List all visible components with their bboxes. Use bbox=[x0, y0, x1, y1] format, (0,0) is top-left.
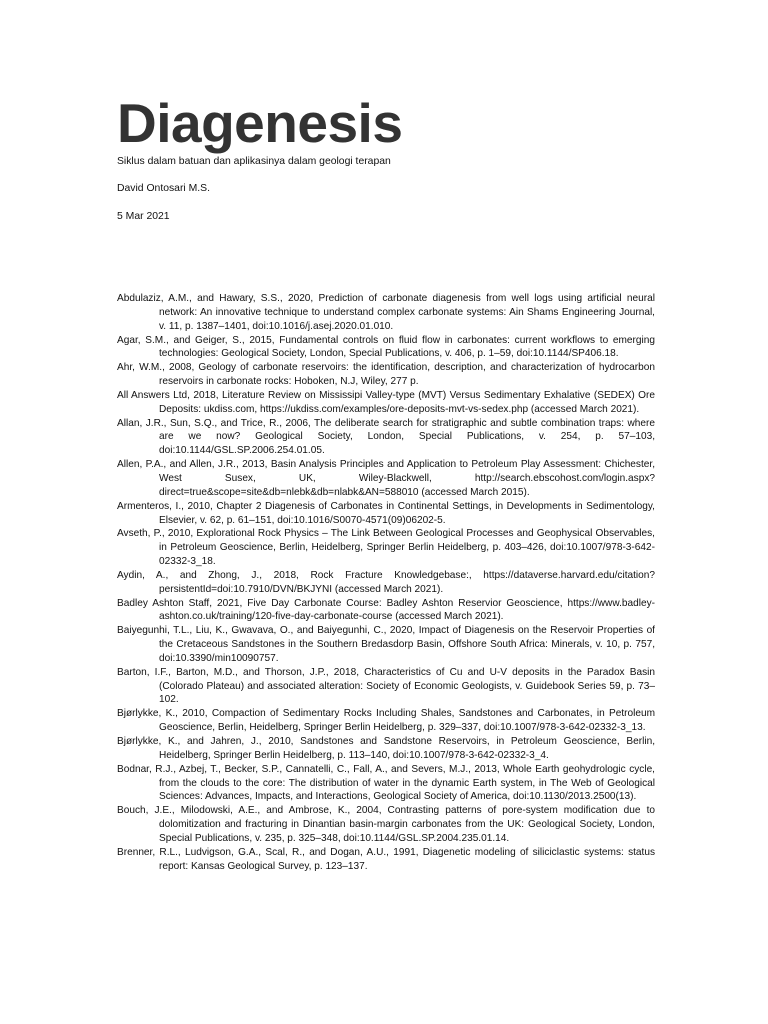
reference-item: Allen, P.A., and Allen, J.R., 2013, Basin Analysis Principles and Application to Petroleum Play Assessment: Chichester, West Susex, UK, Wiley-Blackwell, http://search.ebscohost.com/login.aspx?direct=true&scope=site&db=nlebk&db=nlabk&AN=588010 (accessed March 2015). bbox=[117, 459, 655, 498]
reference-item: Agar, S.M., and Geiger, S., 2015, Fundamental controls on fluid flow in carbonates: current workflows to emerging technologies: Geological Society, London, Special Publications, v. 406, p. 1–59, doi:10.1144/SP406.18. bbox=[117, 334, 655, 360]
reference-item: Bjørlykke, K., and Jahren, J., 2010, Sandstones and Sandstone Reservoirs, in Petroleum Geoscience, Berlin, Heidelberg, Springer Berlin Heidelberg, p. 113–140, doi:10.1007/978-3-642-02332-3_4. bbox=[117, 736, 655, 761]
reference-list bbox=[117, 292, 655, 873]
document-title: Diagenesis bbox=[117, 92, 403, 154]
reference-item: Aydin, A., and Zhong, J., 2018, Rock Fracture Knowledgebase:, https://dataverse.harvard.edu/citation?persistentId=doi:10.7910/DVN/BKJYNI (accessed March 2021). bbox=[117, 569, 655, 595]
reference-item: Armenteros, I., 2010, Chapter 2 Diagenesis of Carbonates in Continental Settings, in Developments in Sedimentology, Elsevier, v. 62, p. 61–151, doi:10.1016/S0070-4571(09)06202-5. bbox=[117, 500, 655, 526]
reference-item: Bouch, J.E., Milodowski, A.E., and Ambrose, K., 2004, Contrasting patterns of pore-system modification due to dolomitization and fracturing in Dinantian basin-margin carbonates from the UK: Geological Society, London, Special Publications, v. 235, p. 325–348, doi:10.1144/GSL.SP.2004.235.01.14. bbox=[117, 805, 655, 844]
reference-item: Brenner, R.L., Ludvigson, G.A., Scal, R., and Dogan, A.U., 1991, Diagenetic modeling of siliciclastic systems: status report: Kansas Geological Survey, p. 123–137. bbox=[117, 846, 655, 872]
document-date: 5 Mar 2021 bbox=[117, 211, 170, 222]
reference-item: Abdulaziz, A.M., and Hawary, S.S., 2020, Prediction of carbonate diagenesis from well logs using artificial neural network: An innovative technique to understand complex carbonate systems: Ain Shams Engineering Journal, v. 11, p. 1387–1401, doi:10.1016/j.asej.2020.01.010. bbox=[117, 293, 655, 332]
reference-item: Ahr, W.M., 2008, Geology of carbonate reservoirs: the identification, description, and characterization of hydrocarbon reservoirs in carbonate rocks: Hoboken, N.J, Wiley, 277 p. bbox=[117, 362, 655, 388]
reference-item: Bodnar, R.J., Azbej, T., Becker, S.P., Cannatelli, C., Fall, A., and Severs, M.J., 2013, Whole Earth geohydrologic cycle, from the clouds to the core: The distribution of water in the dynamic Earth system, in The Web of Geological Sciences: Advances, Impacts, and Interactions, Geological Society of America, doi:10.1130/2013.2500(13). bbox=[117, 763, 655, 803]
document-author: David Ontosari M.S. bbox=[117, 183, 210, 194]
reference-item: Barton, I.F., Barton, M.D., and Thorson, J.P., 2018, Characteristics of Cu and U-V deposits in the Paradox Basin (Colorado Plateau) and associated alteration: Society of Economic Geologists, v. Guidebook Series 59, p. 73–102. bbox=[117, 666, 655, 706]
document-subtitle: Siklus dalam batuan dan aplikasinya dalam geologi terapan bbox=[117, 156, 391, 167]
reference-item: Avseth, P., 2010, Explorational Rock Physics – The Link Between Geological Processes and Geophysical Observables, in Petroleum Geoscience, Berlin, Heidelberg, Springer Berlin Heidelberg, p. 403–426, doi:10.1007/978-3-642-02332-3_18. bbox=[117, 528, 655, 568]
reference-item: All Answers Ltd, 2018, Literature Review on Mississipi Valley-type (MVT) Versus Sedimentary Exhalative (SEDEX) Ore Deposits: ukdiss.com, https://ukdiss.com/examples/ore-deposits-mvt-vs-sedex.php (accessed March 2021). bbox=[117, 389, 655, 415]
reference-item: Baiyegunhi, T.L., Liu, K., Gwavava, O., and Baiyegunhi, C., 2020, Impact of Diagenesis on the Reservoir Properties of the Cretaceous Sandstones in the Southern Bredasdorp Basin, Offshore South Africa: Minerals, v. 10, p. 757, doi:10.3390/min10090757. bbox=[117, 625, 655, 664]
reference-item: Badley Ashton Staff, 2021, Five Day Carbonate Course: Badley Ashton Reservior Geoscience, https://www.badley-ashton.co.uk/training/120-five-day-carbonate-course (accessed March 2021). bbox=[117, 597, 655, 623]
reference-item: Bjørlykke, K., 2010, Compaction of Sedimentary Rocks Including Shales, Sandstones and Carbonates, in Petroleum Geoscience, Berlin, Heidelberg, Springer Berlin Heidelberg, p. 329–337, doi:10.1007/978-3-642-02332-3_13. bbox=[117, 708, 655, 734]
reference-item: Allan, J.R., Sun, S.Q., and Trice, R., 2006, The deliberate search for stratigraphic and subtle combination traps: where are we now? Geological Society, London, Special Publications, v. 254, p. 57–103, doi:10.1144/GSL.SP.2006.254.01.05. bbox=[117, 417, 655, 457]
